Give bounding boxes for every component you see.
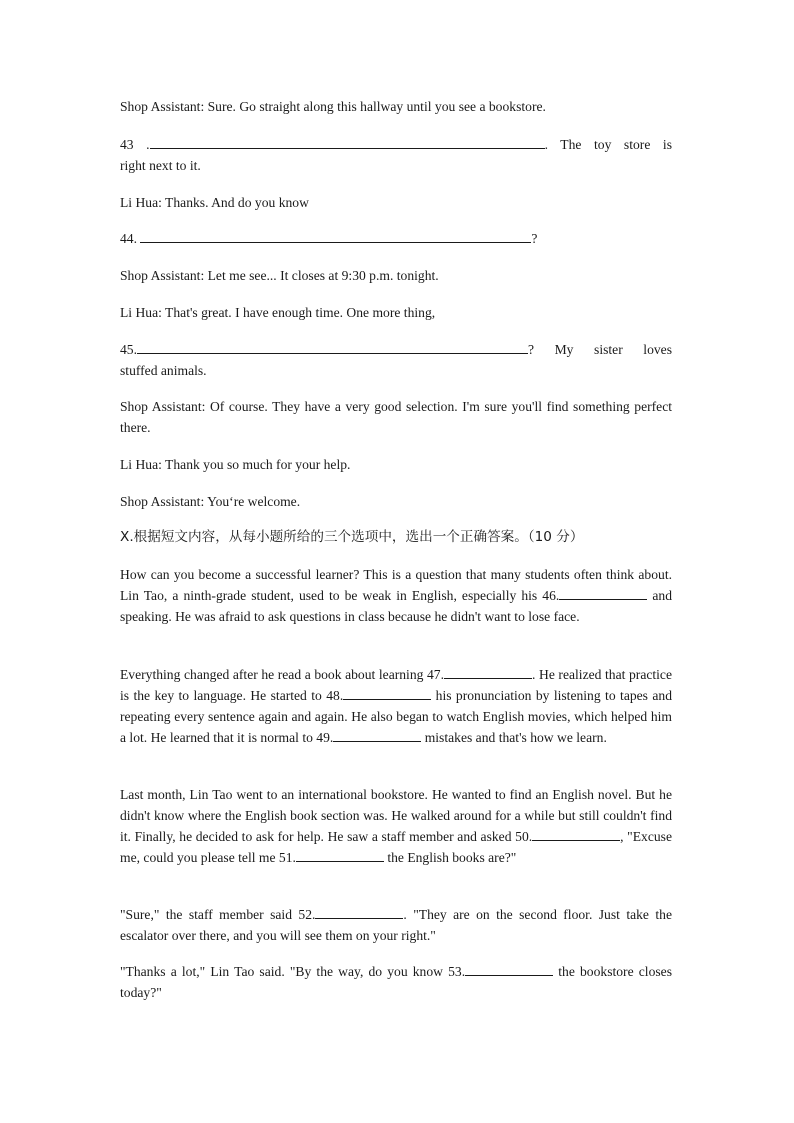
passage-text: and speaking. He was afraid to ask questions in class because he didn't want to lose face. bbox=[120, 588, 672, 624]
section-heading: X.根据短文内容，从每小题所给的三个选项中，选出一个正确答案。（10 分） bbox=[120, 529, 584, 545]
question-44-after: ? bbox=[531, 231, 538, 246]
dialogue-line-shop-assistant-directions: Shop Assistant: Sure. Go straight along this hallway until you see a bookstore. bbox=[120, 99, 546, 114]
passage-text: "Thanks a lot," Lin Tao said. "By the way, do you know 53. bbox=[120, 964, 466, 979]
question-45-continuation: stuffed animals. bbox=[120, 363, 207, 378]
question-43-line bbox=[120, 134, 672, 155]
blank-50[interactable] bbox=[532, 826, 620, 841]
question-43-blank[interactable] bbox=[150, 134, 545, 149]
question-45-number: 45. bbox=[120, 342, 137, 357]
passage-text: his pronunciation by listening to tapes and repeating every sentence again and again. He also began to watch English movies, which helped him a lot. He learned that it is normal to 49. bbox=[120, 688, 673, 745]
dialogue-line-welcome: Shop Assistant: You‘re welcome. bbox=[120, 494, 301, 509]
blank-48[interactable] bbox=[343, 685, 431, 700]
passage-text: mistakes and that's how we learn. bbox=[421, 730, 607, 745]
question-45-after: ? My sister loves bbox=[528, 342, 672, 357]
passage-paragraph-3 bbox=[120, 784, 672, 868]
dialogue-line-li-hua-great: Li Hua: That's great. I have enough time. One more thing, bbox=[120, 305, 436, 320]
blank-53[interactable] bbox=[465, 961, 553, 976]
passage-paragraph-1 bbox=[120, 564, 672, 627]
passage-text: . He realized that practice is the key to language. He started to 48. bbox=[120, 667, 673, 703]
passage-text: "Sure," the staff member said 52. bbox=[120, 907, 316, 922]
passage-paragraph-2 bbox=[120, 664, 672, 748]
question-44-line bbox=[120, 228, 672, 249]
passage-text: the English books are?" bbox=[383, 850, 517, 865]
blank-46[interactable] bbox=[559, 585, 647, 600]
passage-paragraph-5 bbox=[120, 961, 672, 1003]
blank-51[interactable] bbox=[296, 847, 384, 862]
passage-text: How can you become a successful learner? This is a question that many students often think about. Lin Tao, a ninth-grade student, used to be weak in English, especially his 46. bbox=[120, 567, 672, 603]
passage-paragraph-4 bbox=[120, 904, 672, 946]
blank-47[interactable] bbox=[444, 664, 532, 679]
passage-text: Everything changed after he read a book about learning 47. bbox=[120, 667, 445, 682]
question-45-line bbox=[120, 339, 672, 360]
blank-49[interactable] bbox=[333, 727, 421, 742]
question-44-number: 44. bbox=[120, 231, 141, 246]
passage-text: the bookstore closes today?" bbox=[120, 964, 672, 1000]
question-45-blank[interactable] bbox=[137, 339, 528, 354]
question-43-continuation: right next to it. bbox=[120, 158, 201, 173]
passage-text: . "They are on the second floor. Just take the escalator over there, and you will see them on your right." bbox=[120, 907, 672, 943]
passage-text: Last month, Lin Tao went to an international bookstore. He wanted to find an English novel. But he didn't know where the English book section was. He walked around for a while but still couldn't find it. Finally, he decided to ask for help. He saw a staff member and asked 50. bbox=[120, 787, 672, 844]
dialogue-line-selection: Shop Assistant: Of course. They have a very good selection. I'm sure you'll find something perfect there. bbox=[120, 399, 672, 435]
question-43-after: . The toy store is bbox=[544, 137, 672, 152]
question-43-number: 43 . bbox=[120, 137, 150, 152]
blank-52[interactable] bbox=[315, 904, 403, 919]
dialogue-line-thank-you: Li Hua: Thank you so much for your help. bbox=[120, 457, 351, 472]
dialogue-line-closing-time: Shop Assistant: Let me see... It closes at 9:30 p.m. tonight. bbox=[120, 268, 439, 283]
passage-text: , "Excuse me, could you please tell me 51. bbox=[120, 829, 672, 865]
dialogue-line-li-hua-thanks: Li Hua: Thanks. And do you know bbox=[120, 195, 309, 210]
question-44-blank[interactable] bbox=[140, 228, 531, 243]
